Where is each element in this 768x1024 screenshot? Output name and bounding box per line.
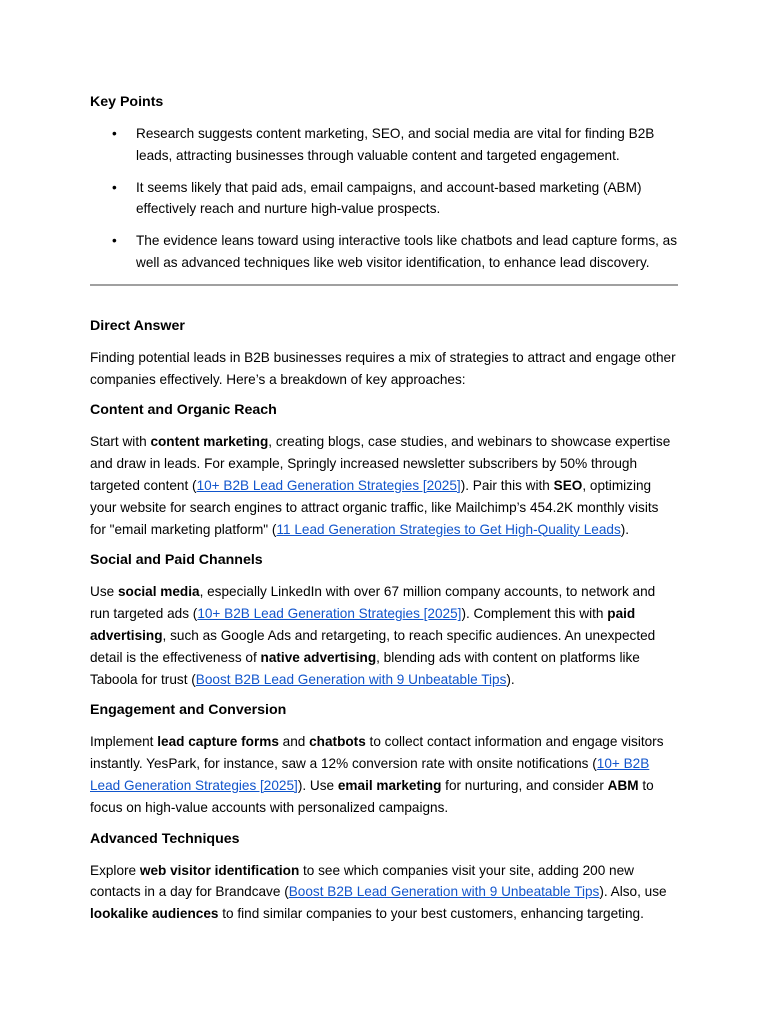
key-points-heading: Key Points	[90, 94, 164, 110]
text-run: and	[278, 734, 310, 750]
text-run: Start with	[90, 434, 151, 450]
key-point-text: Research suggests content marketing, SEO, and social media are vital for finding B2B leads, attracting businesses through valuable content and targeted engagement.	[136, 126, 655, 163]
key-point-item	[90, 123, 678, 167]
direct-answer-heading: Direct Answer	[90, 317, 185, 334]
text-run: Implement	[90, 734, 158, 750]
source-link[interactable]: 11 Lead Generation Strategies to Get High-Quality Leads	[276, 521, 621, 537]
text-run: , blending ads with content on platforms like Taboola for trust (	[90, 649, 640, 687]
content-organic-heading: Content and Organic Reach	[90, 402, 277, 419]
source-link[interactable]: Boost B2B Lead Generation with 9 Unbeatable Tips	[195, 671, 507, 687]
text-run: ). Complement this with	[461, 606, 608, 622]
bold-term: email marketing	[337, 777, 442, 793]
social-paid-paragraph	[90, 581, 678, 690]
bold-term: social media	[117, 584, 200, 600]
bold-term: content marketing	[150, 434, 269, 450]
horizontal-divider	[90, 284, 678, 286]
bold-term: lookalike audiences	[90, 906, 219, 922]
text-run: to focus on high-value accounts with personalized campaigns.	[90, 777, 654, 815]
text-run: ).	[506, 671, 515, 687]
text-run: ). Pair this with	[460, 477, 554, 493]
key-points-list	[90, 123, 678, 274]
bold-term: native advertising	[260, 649, 377, 665]
key-point-text: It seems likely that paid ads, email campaigns, and account-based marketing (ABM) effectively reach and nurture high-value prospects.	[136, 179, 642, 217]
key-point-item	[90, 177, 678, 221]
key-point-item	[90, 230, 678, 274]
text-run: , especially LinkedIn with over 67 million company accounts, to network and run targeted ads (	[90, 584, 656, 622]
advanced-heading: Advanced Techniques	[90, 830, 240, 847]
social-paid-heading: Social and Paid Channels	[90, 552, 263, 569]
key-point-text: The evidence leans toward using interactive tools like chatbots and lead capture forms, as well as advanced techniques like web visitor identification, to enhance lead discovery.	[136, 233, 678, 270]
bold-term: chatbots	[309, 734, 366, 750]
bullet-icon: •	[112, 126, 117, 141]
text-run: , creating blogs, case studies, and webinars to showcase expertise and draw in leads. For example, Springly increased newsletter subscribers by 50% through targeted content (	[90, 434, 671, 493]
bullet-icon: •	[112, 233, 117, 249]
advanced-paragraph	[90, 860, 678, 925]
text-run: Use	[90, 584, 118, 600]
source-link[interactable]: 10+ B2B Lead Generation Strategies [2025]	[197, 606, 462, 622]
text-run: Explore	[90, 862, 140, 878]
bold-term: ABM	[607, 777, 639, 793]
text-run: to see which companies visit your site, adding 200 new contacts in a day for Brandcave (	[90, 862, 634, 900]
text-run: , optimizing your website for search engines to attract organic traffic, like Mailchimp’s 454.2K monthly visits for "email marketing platform" (	[90, 477, 659, 537]
source-link[interactable]: Boost B2B Lead Generation with 9 Unbeatable Tips	[288, 884, 600, 900]
text-run: ). Use	[297, 777, 338, 793]
source-link[interactable]: 10+ B2B Lead Generation Strategies [2025]	[90, 756, 650, 793]
bold-term: SEO	[553, 477, 583, 493]
engagement-paragraph	[90, 731, 678, 818]
bold-term: lead capture forms	[157, 734, 279, 750]
direct-answer-intro: Finding potential leads in B2B businesses requires a mix of strategies to attract and engage other companies effectively. Here’s a breakdown of key approaches:	[90, 349, 676, 387]
text-run: ). Also, use	[599, 884, 667, 900]
bold-term: paid advertising	[90, 606, 636, 643]
text-run: to collect contact information and engage visitors instantly. YesPark, for instance, saw a 12% conversion rate with onsite notifications (	[90, 734, 664, 772]
content-organic-paragraph	[90, 431, 678, 540]
text-run: to find similar companies to your best customers, enhancing targeting.	[218, 906, 644, 922]
text-run: for nurturing, and consider	[441, 777, 608, 793]
source-link[interactable]: 10+ B2B Lead Generation Strategies [2025]	[196, 477, 461, 493]
bullet-icon: •	[112, 179, 117, 195]
text-run: ).	[620, 521, 630, 537]
engagement-heading: Engagement and Conversion	[90, 702, 287, 719]
text-run: , such as Google Ads and retargeting, to reach specific audiences. An unexpected detail is the effectiveness of	[90, 627, 656, 665]
bold-term: web visitor identification	[139, 862, 300, 878]
